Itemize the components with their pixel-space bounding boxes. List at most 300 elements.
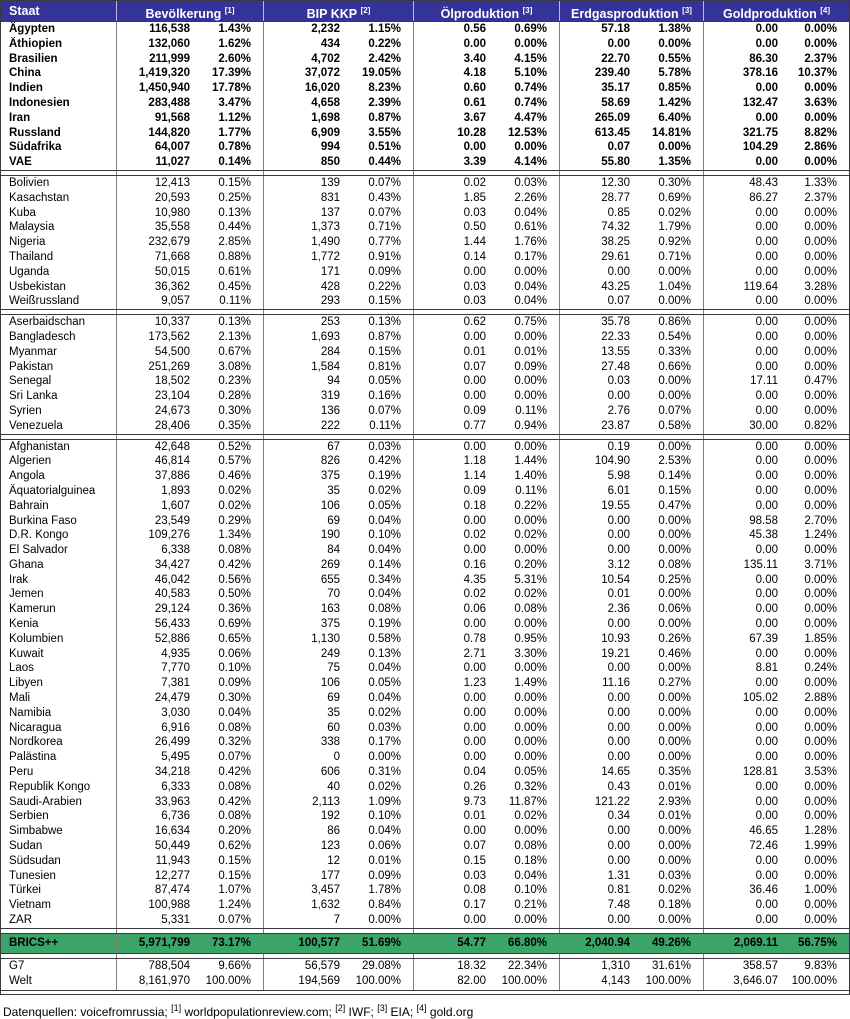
gas-share: 0.46% bbox=[658, 647, 691, 660]
gas-share: 100.00% bbox=[645, 975, 691, 988]
gas-value: 2.36 bbox=[559, 602, 635, 617]
oil-value: 1.14 bbox=[413, 469, 491, 484]
population-share: 0.30% bbox=[218, 692, 251, 705]
oil-share: 0.00% bbox=[514, 736, 547, 749]
gold-value: 0.00 bbox=[703, 81, 783, 96]
gold-value: 0.00 bbox=[703, 706, 783, 721]
gdp-ppp-value: 319 bbox=[263, 389, 345, 404]
gas-value: 0.00 bbox=[559, 706, 635, 721]
country: Brasilien bbox=[9, 52, 58, 65]
country: G7 bbox=[9, 959, 25, 972]
gold-share: 1.85% bbox=[804, 632, 837, 645]
population-share: 0.42% bbox=[218, 795, 251, 808]
gas-share: 0.00% bbox=[658, 529, 691, 542]
gdp-ppp-value: 16,020 bbox=[263, 81, 345, 96]
oil-value: 1.85 bbox=[413, 191, 491, 206]
gas-share: 0.71% bbox=[658, 250, 691, 263]
gas-value: 613.45 bbox=[559, 126, 635, 141]
gdp-ppp-value: 1,373 bbox=[263, 220, 345, 235]
oil-share: 0.00% bbox=[514, 721, 547, 734]
gold-value: 0.00 bbox=[703, 440, 783, 455]
population-value: 9,057 bbox=[116, 294, 195, 309]
table-row-indien bbox=[1, 81, 849, 96]
oil-share: 0.00% bbox=[514, 514, 547, 527]
country: Libyen bbox=[9, 677, 43, 690]
population-share: 1.43% bbox=[218, 23, 251, 35]
population-share: 0.32% bbox=[218, 736, 251, 749]
table-row-algerien bbox=[1, 454, 849, 469]
oil-value: 1.23 bbox=[413, 676, 491, 691]
oil-value: 0.00 bbox=[413, 824, 491, 839]
gdp-ppp-share: 0.07% bbox=[368, 176, 401, 189]
oil-share: 0.02% bbox=[514, 588, 547, 601]
gas-share: 0.00% bbox=[658, 914, 691, 927]
gold-share: 0.00% bbox=[804, 810, 837, 823]
oil-share: 0.74% bbox=[514, 82, 547, 95]
gas-share: 0.66% bbox=[658, 360, 691, 373]
gold-share: 0.00% bbox=[804, 316, 837, 329]
population-value: 1,607 bbox=[116, 499, 195, 514]
table-row-uganda bbox=[1, 265, 849, 280]
gold-share: 0.82% bbox=[804, 419, 837, 432]
population-value: 33,963 bbox=[116, 795, 195, 810]
gdp-ppp-value: 2,113 bbox=[263, 795, 345, 810]
gdp-ppp-share: 0.07% bbox=[368, 404, 401, 417]
gdp-ppp-share: 2.39% bbox=[368, 96, 401, 109]
gold-value: 48.43 bbox=[703, 176, 783, 191]
population-share: 0.88% bbox=[218, 250, 251, 263]
oil-share: 0.00% bbox=[514, 141, 547, 154]
oil-value: 3.40 bbox=[413, 52, 491, 67]
oil-value: 0.00 bbox=[413, 735, 491, 750]
table-row-kamerun bbox=[1, 602, 849, 617]
population-value: 24,479 bbox=[116, 691, 195, 706]
gdp-ppp-share: 0.13% bbox=[368, 647, 401, 660]
gold-share: 0.00% bbox=[804, 470, 837, 483]
oil-value: 4.35 bbox=[413, 573, 491, 588]
gas-value: 0.00 bbox=[559, 543, 635, 558]
population-value: 251,269 bbox=[116, 360, 195, 375]
gas-value: 0.00 bbox=[559, 37, 635, 52]
population-value: 1,893 bbox=[116, 484, 195, 499]
population-value: 46,042 bbox=[116, 573, 195, 588]
oil-share: 0.22% bbox=[514, 499, 547, 512]
oil-value: 0.01 bbox=[413, 809, 491, 824]
gas-value: 265.09 bbox=[559, 111, 635, 126]
gold-share: 0.00% bbox=[804, 390, 837, 403]
gas-value: 19.21 bbox=[559, 647, 635, 662]
gdp-ppp-share: 2.42% bbox=[368, 52, 401, 65]
gold-share: 0.00% bbox=[804, 573, 837, 586]
oil-share: 4.47% bbox=[514, 111, 547, 124]
population-value: 5,495 bbox=[116, 750, 195, 765]
oil-share: 1.44% bbox=[514, 455, 547, 468]
population-value: 10,337 bbox=[116, 315, 195, 330]
gdp-ppp-share: 0.04% bbox=[368, 588, 401, 601]
gdp-ppp-value: 338 bbox=[263, 735, 345, 750]
gas-share: 0.02% bbox=[658, 884, 691, 897]
gdp-ppp-share: 0.15% bbox=[368, 345, 401, 358]
population-value: 54,500 bbox=[116, 345, 195, 360]
gdp-ppp-share: 0.16% bbox=[368, 390, 401, 403]
population-share: 0.09% bbox=[218, 677, 251, 690]
gold-share: 0.00% bbox=[804, 706, 837, 719]
gdp-ppp-value: 106 bbox=[263, 676, 345, 691]
table-row-bahrain bbox=[1, 499, 849, 514]
gdp-ppp-value: 375 bbox=[263, 469, 345, 484]
table-row-syrien bbox=[1, 404, 849, 419]
table-row-nigeria bbox=[1, 235, 849, 250]
table-row-s-dsudan bbox=[1, 854, 849, 869]
oil-value: 0.00 bbox=[413, 514, 491, 529]
country: Peru bbox=[9, 766, 34, 779]
country: Kolumbien bbox=[9, 632, 64, 645]
table-row-pal-stina bbox=[1, 750, 849, 765]
gdp-ppp-share: 100.00% bbox=[355, 975, 401, 988]
gas-value: 0.85 bbox=[559, 206, 635, 221]
gold-share: 56.75% bbox=[797, 936, 837, 949]
population-value: 10,980 bbox=[116, 206, 195, 221]
gas-share: 0.15% bbox=[658, 484, 691, 497]
gdp-ppp-value: 7 bbox=[263, 913, 345, 928]
gdp-ppp-share: 0.91% bbox=[368, 250, 401, 263]
gdp-ppp-share: 1.09% bbox=[368, 795, 401, 808]
column-header-erdgasproduktion: Erdgasproduktion [3] bbox=[559, 1, 703, 21]
oil-value: 0.06 bbox=[413, 602, 491, 617]
gold-value: 0.00 bbox=[703, 37, 783, 52]
country: Sudan bbox=[9, 840, 43, 853]
gas-share: 0.54% bbox=[658, 330, 691, 343]
population-share: 0.57% bbox=[218, 455, 251, 468]
population-share: 0.30% bbox=[218, 404, 251, 417]
oil-value: 0.07 bbox=[413, 360, 491, 375]
population-value: 52,886 bbox=[116, 632, 195, 647]
gdp-ppp-value: 826 bbox=[263, 454, 345, 469]
gas-share: 0.00% bbox=[658, 440, 691, 453]
population-value: 6,338 bbox=[116, 543, 195, 558]
population-share: 2.85% bbox=[218, 236, 251, 249]
gdp-ppp-value: 1,130 bbox=[263, 632, 345, 647]
oil-share: 0.02% bbox=[514, 810, 547, 823]
population-value: 50,449 bbox=[116, 839, 195, 854]
gdp-ppp-value: 655 bbox=[263, 573, 345, 588]
oil-value: 0.00 bbox=[413, 913, 491, 928]
population-share: 0.04% bbox=[218, 706, 251, 719]
gold-value: 0.00 bbox=[703, 454, 783, 469]
oil-share: 0.04% bbox=[514, 206, 547, 219]
gas-share: 1.79% bbox=[658, 221, 691, 234]
gold-value: 105.02 bbox=[703, 691, 783, 706]
population-share: 0.07% bbox=[218, 751, 251, 764]
gas-value: 12.30 bbox=[559, 176, 635, 191]
oil-value: 0.00 bbox=[413, 721, 491, 736]
oil-share: 0.05% bbox=[514, 766, 547, 779]
gdp-ppp-value: 269 bbox=[263, 558, 345, 573]
country: Palästina bbox=[9, 751, 57, 764]
gold-value: 0.00 bbox=[703, 617, 783, 632]
gdp-ppp-share: 0.04% bbox=[368, 662, 401, 675]
gold-share: 0.00% bbox=[804, 677, 837, 690]
oil-value: 2.71 bbox=[413, 647, 491, 662]
population-share: 0.56% bbox=[218, 573, 251, 586]
gdp-ppp-share: 0.00% bbox=[368, 751, 401, 764]
country: Iran bbox=[9, 111, 31, 124]
gold-share: 0.00% bbox=[804, 360, 837, 373]
table-row-ghana bbox=[1, 558, 849, 573]
gold-share: 2.86% bbox=[804, 141, 837, 154]
gas-share: 0.69% bbox=[658, 191, 691, 204]
gdp-ppp-value: 249 bbox=[263, 647, 345, 662]
oil-value: 1.18 bbox=[413, 454, 491, 469]
table-row-jemen bbox=[1, 587, 849, 602]
table-row-libyen bbox=[1, 676, 849, 691]
table-row-irak bbox=[1, 573, 849, 588]
gas-share: 0.85% bbox=[658, 82, 691, 95]
gold-share: 0.00% bbox=[804, 23, 837, 35]
gas-share: 0.00% bbox=[658, 692, 691, 705]
table-row-angola bbox=[1, 469, 849, 484]
gas-share: 0.58% bbox=[658, 419, 691, 432]
population-share: 0.45% bbox=[218, 280, 251, 293]
gas-share: 0.00% bbox=[658, 544, 691, 557]
oil-share: 0.00% bbox=[514, 618, 547, 631]
gold-share: 0.00% bbox=[804, 780, 837, 793]
gas-value: 74.32 bbox=[559, 220, 635, 235]
population-value: 64,007 bbox=[116, 140, 195, 155]
oil-value: 0.09 bbox=[413, 484, 491, 499]
gdp-ppp-value: 2,232 bbox=[263, 22, 345, 37]
population-value: 132,060 bbox=[116, 37, 195, 52]
population-share: 0.61% bbox=[218, 265, 251, 278]
gas-share: 0.55% bbox=[658, 52, 691, 65]
country: D.R. Kongo bbox=[9, 529, 69, 542]
population-share: 0.08% bbox=[218, 780, 251, 793]
gas-value: 19.55 bbox=[559, 499, 635, 514]
gas-share: 0.47% bbox=[658, 499, 691, 512]
gdp-ppp-share: 0.44% bbox=[368, 156, 401, 169]
gold-value: 3,646.07 bbox=[703, 974, 783, 990]
country: Äquatorialguinea bbox=[9, 484, 96, 497]
gas-share: 2.53% bbox=[658, 455, 691, 468]
gold-share: 0.00% bbox=[804, 345, 837, 358]
oil-share: 0.95% bbox=[514, 632, 547, 645]
gdp-ppp-share: 0.13% bbox=[368, 316, 401, 329]
oil-share: 4.14% bbox=[514, 156, 547, 169]
country: Angola bbox=[9, 470, 45, 483]
oil-share: 0.04% bbox=[514, 869, 547, 882]
oil-share: 0.00% bbox=[514, 375, 547, 388]
gas-value: 14.65 bbox=[559, 765, 635, 780]
gdp-ppp-share: 0.84% bbox=[368, 899, 401, 912]
gold-share: 0.00% bbox=[804, 236, 837, 249]
population-value: 100,988 bbox=[116, 898, 195, 913]
oil-share: 0.10% bbox=[514, 884, 547, 897]
table-row-bangladesch bbox=[1, 330, 849, 345]
oil-share: 0.94% bbox=[514, 419, 547, 432]
population-value: 20,593 bbox=[116, 191, 195, 206]
oil-share: 0.00% bbox=[514, 662, 547, 675]
gdp-ppp-share: 0.02% bbox=[368, 706, 401, 719]
gold-value: 0.00 bbox=[703, 647, 783, 662]
gdp-ppp-share: 0.22% bbox=[368, 37, 401, 50]
population-value: 7,770 bbox=[116, 661, 195, 676]
gas-value: 0.00 bbox=[559, 913, 635, 928]
gold-value: 67.39 bbox=[703, 632, 783, 647]
population-share: 0.08% bbox=[218, 721, 251, 734]
table-row-g7 bbox=[1, 958, 849, 975]
column-header-staat: Staat bbox=[9, 4, 40, 18]
population-share: 0.69% bbox=[218, 618, 251, 631]
gdp-ppp-value: 70 bbox=[263, 587, 345, 602]
gold-value: 86.30 bbox=[703, 52, 783, 67]
gold-value: 0.00 bbox=[703, 250, 783, 265]
gold-share: 1.28% bbox=[804, 825, 837, 838]
table-row-tunesien bbox=[1, 869, 849, 884]
population-share: 0.02% bbox=[218, 484, 251, 497]
gdp-ppp-share: 0.77% bbox=[368, 236, 401, 249]
gold-value: 2,069.11 bbox=[703, 934, 783, 953]
gas-share: 0.30% bbox=[658, 176, 691, 189]
gas-share: 0.00% bbox=[658, 390, 691, 403]
population-share: 1.24% bbox=[218, 899, 251, 912]
oil-value: 0.16 bbox=[413, 558, 491, 573]
gas-value: 5.98 bbox=[559, 469, 635, 484]
gdp-ppp-share: 0.06% bbox=[368, 840, 401, 853]
gas-value: 0.00 bbox=[559, 389, 635, 404]
column-header-goldproduktion: Goldproduktion [4] bbox=[703, 1, 849, 21]
gdp-ppp-share: 0.08% bbox=[368, 603, 401, 616]
oil-share: 0.02% bbox=[514, 529, 547, 542]
gold-share: 0.00% bbox=[804, 544, 837, 557]
population-share: 1.12% bbox=[218, 111, 251, 124]
oil-share: 0.11% bbox=[515, 404, 547, 417]
table-header-row bbox=[1, 1, 849, 22]
population-value: 28,406 bbox=[116, 419, 195, 434]
gas-share: 0.00% bbox=[658, 618, 691, 631]
gdp-ppp-share: 19.05% bbox=[361, 67, 401, 80]
gas-value: 239.40 bbox=[559, 66, 635, 81]
table-row-sri-lanka bbox=[1, 389, 849, 404]
population-share: 0.46% bbox=[218, 470, 251, 483]
gas-share: 0.00% bbox=[658, 736, 691, 749]
country: Südafrika bbox=[9, 141, 62, 154]
gold-share: 1.00% bbox=[804, 884, 837, 897]
gas-value: 27.48 bbox=[559, 360, 635, 375]
population-value: 26,499 bbox=[116, 735, 195, 750]
country: Tunesien bbox=[9, 869, 56, 882]
gdp-ppp-value: 4,702 bbox=[263, 52, 345, 67]
gas-value: 57.18 bbox=[559, 22, 635, 37]
table-row-s-dafrika bbox=[1, 140, 849, 155]
gold-share: 0.00% bbox=[804, 265, 837, 278]
gold-value: 45.38 bbox=[703, 528, 783, 543]
population-value: 1,419,320 bbox=[116, 66, 195, 81]
gdp-ppp-share: 0.19% bbox=[368, 470, 401, 483]
country: Kamerun bbox=[9, 603, 56, 616]
gold-share: 2.88% bbox=[804, 692, 837, 705]
oil-value: 0.03 bbox=[413, 869, 491, 884]
table-body bbox=[1, 22, 849, 991]
gold-share: 0.00% bbox=[804, 404, 837, 417]
gdp-ppp-value: 123 bbox=[263, 839, 345, 854]
gdp-ppp-share: 0.87% bbox=[368, 330, 401, 343]
gdp-ppp-share: 51.69% bbox=[361, 936, 401, 949]
country: Kuba bbox=[9, 206, 36, 219]
gold-value: 36.46 bbox=[703, 883, 783, 898]
oil-value: 0.00 bbox=[413, 374, 491, 389]
gdp-ppp-share: 0.22% bbox=[368, 280, 401, 293]
column-header--lproduktion: Ölproduktion [3] bbox=[413, 1, 559, 21]
block-spacer bbox=[1, 171, 849, 175]
oil-value: 0.18 bbox=[413, 499, 491, 514]
gdp-ppp-share: 1.78% bbox=[368, 884, 401, 897]
population-share: 0.65% bbox=[218, 632, 251, 645]
gas-value: 0.00 bbox=[559, 839, 635, 854]
gold-value: 0.00 bbox=[703, 587, 783, 602]
gas-share: 0.00% bbox=[658, 751, 691, 764]
gdp-ppp-share: 0.01% bbox=[368, 854, 401, 867]
gold-share: 0.00% bbox=[804, 899, 837, 912]
gdp-ppp-value: 994 bbox=[263, 140, 345, 155]
oil-share: 0.00% bbox=[514, 544, 547, 557]
gdp-ppp-share: 0.51% bbox=[368, 141, 401, 154]
oil-value: 0.61 bbox=[413, 96, 491, 111]
gdp-ppp-value: 177 bbox=[263, 869, 345, 884]
population-share: 0.08% bbox=[218, 544, 251, 557]
population-share: 2.13% bbox=[218, 330, 251, 343]
gold-value: 0.00 bbox=[703, 721, 783, 736]
gas-share: 0.27% bbox=[658, 677, 691, 690]
table-row-china bbox=[1, 66, 849, 81]
oil-value: 0.00 bbox=[413, 691, 491, 706]
gdp-ppp-value: 434 bbox=[263, 37, 345, 52]
population-value: 56,433 bbox=[116, 617, 195, 632]
oil-share: 1.49% bbox=[514, 677, 547, 690]
oil-value: 0.03 bbox=[413, 206, 491, 221]
oil-share: 66.80% bbox=[507, 936, 547, 949]
gold-value: 0.00 bbox=[703, 360, 783, 375]
gas-value: 0.19 bbox=[559, 440, 635, 455]
gas-share: 6.40% bbox=[658, 111, 691, 124]
gdp-ppp-value: 293 bbox=[263, 294, 345, 309]
gas-share: 0.00% bbox=[658, 840, 691, 853]
gold-share: 0.00% bbox=[804, 721, 837, 734]
population-share: 0.28% bbox=[218, 390, 251, 403]
population-value: 50,015 bbox=[116, 265, 195, 280]
population-value: 34,427 bbox=[116, 558, 195, 573]
gdp-ppp-value: 222 bbox=[263, 419, 345, 434]
population-value: 87,474 bbox=[116, 883, 195, 898]
gold-share: 2.37% bbox=[804, 191, 837, 204]
oil-share: 0.00% bbox=[514, 37, 547, 50]
gas-value: 0.00 bbox=[559, 750, 635, 765]
oil-share: 0.69% bbox=[514, 23, 547, 35]
block-spacer bbox=[1, 929, 849, 933]
oil-share: 0.32% bbox=[514, 780, 547, 793]
gold-share: 100.00% bbox=[791, 975, 837, 988]
country: Usbekistan bbox=[9, 280, 66, 293]
gold-share: 0.00% bbox=[804, 914, 837, 927]
population-share: 0.13% bbox=[218, 316, 251, 329]
oil-share: 0.21% bbox=[514, 899, 547, 912]
oil-value: 0.07 bbox=[413, 839, 491, 854]
table-row-nicaragua bbox=[1, 721, 849, 736]
gold-share: 0.00% bbox=[804, 869, 837, 882]
gdp-ppp-share: 29.08% bbox=[361, 959, 401, 972]
oil-value: 0.00 bbox=[413, 750, 491, 765]
oil-share: 4.15% bbox=[514, 52, 547, 65]
gas-value: 104.90 bbox=[559, 454, 635, 469]
